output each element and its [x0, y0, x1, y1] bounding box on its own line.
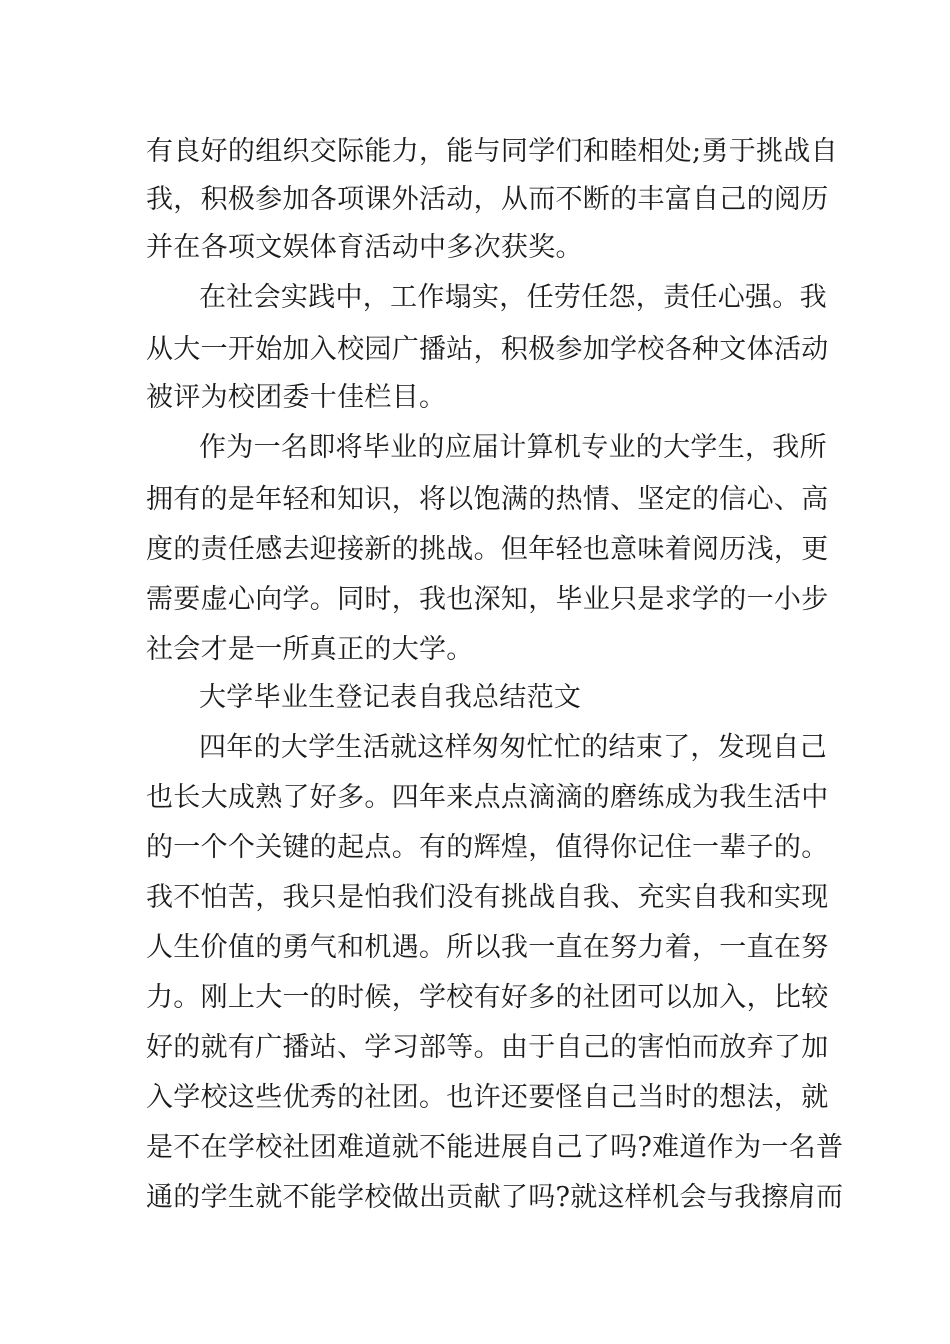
text-line: 从大一开始加入校园广播站，积极参加学校各种文体活动 — [146, 334, 829, 365]
text-line: 需要虚心向学。同时，我也深知，毕业只是求学的一小步 — [146, 584, 829, 615]
text-line: 被评为校团委十佳栏目。 — [146, 382, 447, 413]
text-line: 入学校这些优秀的社团。也许还要怪自己当时的想法，就 — [146, 1082, 829, 1113]
text-line: 并在各项文娱体育活动中多次获奖。 — [146, 232, 583, 263]
text-line: 好的就有广播站、学习部等。由于自己的害怕而放弃了加 — [146, 1032, 829, 1063]
text-line: 拥有的是年轻和知识，将以饱满的热情、坚定的信心、高 — [146, 484, 829, 515]
text-line: 通的学生就不能学校做出贡献了吗?就这样机会与我擦肩而 — [146, 1182, 844, 1213]
paragraph-first-line: 作为一名即将毕业的应届计算机专业的大学生，我所 — [199, 432, 827, 463]
text-line: 的一个个关键的起点。有的辉煌，值得你记住一辈子的。 — [146, 832, 829, 863]
text-line: 我不怕苦，我只是怕我们没有挑战自我、充实自我和实现 — [146, 882, 829, 913]
paragraph-first-line: 四年的大学生活就这样匆匆忙忙的结束了，发现自己 — [199, 732, 827, 763]
paragraph-first-line: 在社会实践中，工作塌实，任劳任怨，责任心强。我 — [199, 282, 827, 313]
text-line: 也长大成熟了好多。四年来点点滴滴的磨练成为我生活中 — [146, 782, 829, 813]
text-line: 我，积极参加各项课外活动，从而不断的丰富自己的阅历 — [146, 184, 829, 215]
text-line: 有良好的组织交际能力，能与同学们和睦相处;勇于挑战自 — [146, 136, 838, 167]
text-line: 是不在学校社团难道就不能进展自己了吗?难道作为一名普 — [146, 1132, 844, 1163]
text-line: 人生价值的勇气和机遇。所以我一直在努力着，一直在努 — [146, 932, 829, 963]
text-line: 度的责任感去迎接新的挑战。但年轻也意味着阅历浅，更 — [146, 534, 829, 565]
text-line: 社会才是一所真正的大学。 — [146, 634, 474, 665]
section-heading: 大学毕业生登记表自我总结范文 — [199, 682, 582, 713]
text-line: 力。刚上大一的时候，学校有好多的社团可以加入，比较 — [146, 982, 829, 1013]
